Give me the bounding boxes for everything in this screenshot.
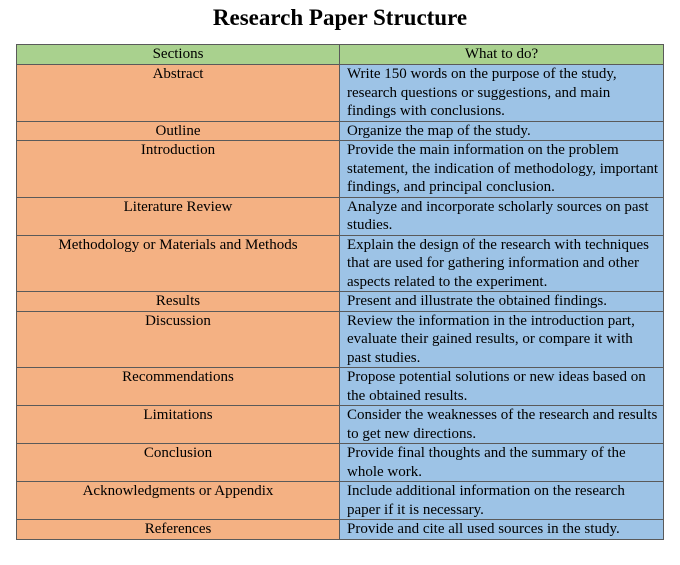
section-cell: References: [17, 520, 340, 540]
description-cell: Explain the design of the research with techniques that are used for gathering information and other aspects related to the experiment.: [340, 235, 664, 292]
description-cell: Present and illustrate the obtained findings.: [340, 292, 664, 312]
section-cell: Recommendations: [17, 368, 340, 406]
header-what-to-do: What to do?: [340, 45, 664, 65]
description-cell: Consider the weaknesses of the research and results to get new directions.: [340, 406, 664, 444]
table-row: [17, 311, 664, 368]
section-cell: Discussion: [17, 311, 340, 368]
description-cell: Organize the map of the study.: [340, 121, 664, 141]
description-cell: Provide the main information on the problem statement, the indication of methodology, important findings, and principal conclusion.: [340, 141, 664, 198]
section-cell: Methodology or Materials and Methods: [17, 235, 340, 292]
description-cell: Analyze and incorporate scholarly sources on past studies.: [340, 197, 664, 235]
section-cell: Acknowledgments or Appendix: [17, 482, 340, 520]
table-header: [17, 45, 664, 65]
header-sections: Sections: [17, 45, 340, 65]
description-cell: Provide and cite all used sources in the study.: [340, 520, 664, 540]
description-cell: Propose potential solutions or new ideas based on the obtained results.: [340, 368, 664, 406]
table-row: [17, 141, 664, 198]
table-row: [17, 520, 664, 540]
description-cell: Review the information in the introduction part, evaluate their gained results, or compare it with past studies.: [340, 311, 664, 368]
description-cell: Include additional information on the research paper if it is necessary.: [340, 482, 664, 520]
page-title: Research Paper Structure: [212, 5, 468, 30]
table-row: [17, 121, 664, 141]
table-row: [17, 368, 664, 406]
table-row: [17, 197, 664, 235]
description-cell: Write 150 words on the purpose of the study, research questions or suggestions, and main findings with conclusions.: [340, 65, 664, 122]
section-cell: Literature Review: [17, 197, 340, 235]
section-cell: Limitations: [17, 406, 340, 444]
header-row: [17, 45, 664, 65]
description-cell: Provide final thoughts and the summary of the whole work.: [340, 444, 664, 482]
section-cell: Conclusion: [17, 444, 340, 482]
table-row: [17, 65, 664, 122]
table-row: [17, 406, 664, 444]
structure-table: [16, 44, 664, 540]
section-cell: Introduction: [17, 141, 340, 198]
section-cell: Outline: [17, 121, 340, 141]
section-cell: Results: [17, 292, 340, 312]
table-row: [17, 292, 664, 312]
table-row: [17, 444, 664, 482]
section-cell: Abstract: [17, 65, 340, 122]
table-row: [17, 235, 664, 292]
table-body: [17, 65, 664, 540]
table-row: [17, 482, 664, 520]
